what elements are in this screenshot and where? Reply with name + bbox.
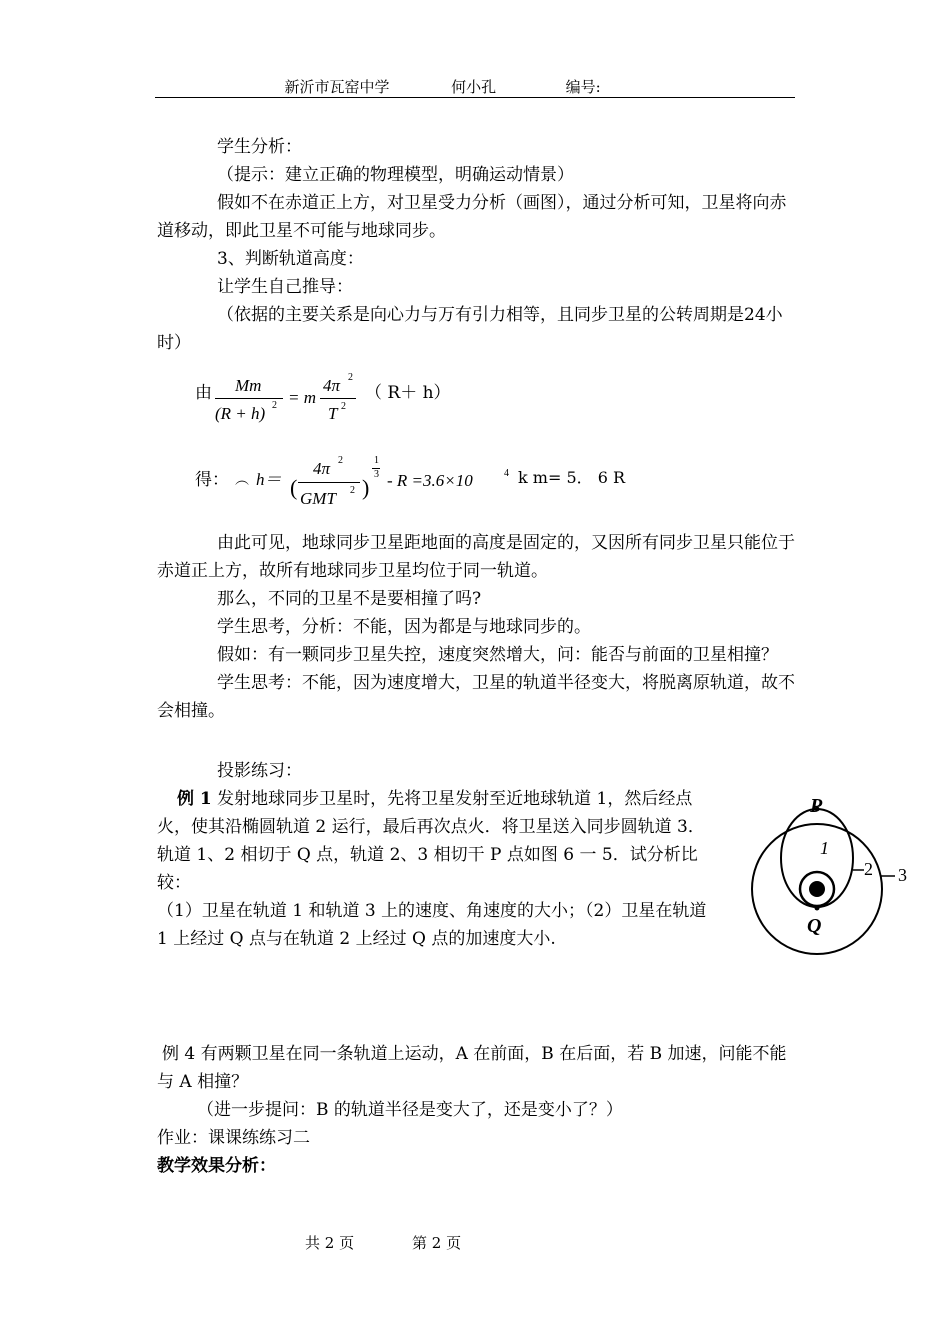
- paragraph: 学生思考，分析：不能，因为都是与地球同步的。: [217, 617, 591, 637]
- paragraph: 由此可见，地球同步卫星距地面的高度是固定的，又因所有同步卫星只能位于赤道正上方，故所有地球同步卫星均位于同一轨道。: [157, 533, 795, 581]
- paragraph: 投影练习：: [217, 761, 302, 781]
- orbit-figure: [740, 790, 920, 960]
- eq1-num-left: Mm: [235, 376, 262, 395]
- equation-2: [190, 455, 650, 520]
- eq1-den-left: (R + h): [215, 404, 266, 423]
- eq1-prefix: 由: [195, 383, 212, 403]
- eq2-exp4: 4: [504, 468, 509, 479]
- fraction-bar: [320, 398, 356, 399]
- paragraph: 那么，不同的卫星不是要相撞了吗?: [217, 589, 482, 609]
- eq2-sq: 2: [350, 485, 355, 496]
- eq1-eq: = m: [288, 388, 316, 407]
- example-1-text: 发射地球同步卫星时，先将卫星发射至近地球轨道 1，然后经点火，使其沿椭圆轨道 2 运行，最后再次点火．将卫星送入同步圆轨道 3．轨道 1、2 相切于 Q 点，轨道 2、3 相切干 P 点如图 6 一 5．试分析比较：: [157, 789, 705, 893]
- eq2-tail: k m= 5． 6 R: [518, 468, 626, 487]
- eq1-sq: 2: [348, 372, 353, 383]
- eq2-sq: 2: [338, 455, 343, 466]
- footer-page: 第 2 页: [412, 1234, 462, 1252]
- example-4: 例 4 有两颗卫星在同一条轨道上运动，A 在前面，B 在后面，若 B 加速，问能不能与 A 相撞？: [157, 1044, 787, 1092]
- fraction-bar: [215, 398, 283, 399]
- example-1-question: （1）卫星在轨道 1 和轨道 3 上的速度、角速度的大小；（2）卫星在轨道 1 上经过 Q 点与在轨道 2 上经过 Q 点的加速度大小.: [157, 901, 707, 949]
- paragraph: 3、判断轨道高度：: [217, 249, 364, 269]
- paren-open: (: [290, 475, 298, 500]
- page-header: [0, 76, 950, 97]
- teaching-effect: 教学效果分析：: [157, 1156, 276, 1176]
- eq1-sq: 2: [341, 401, 346, 412]
- paragraph: 学生分析：: [217, 137, 302, 157]
- paragraph: 学生思考：不能，因为速度增大，卫星的轨道半径变大，将脱离原轨道，故不会相撞。: [157, 673, 795, 721]
- eq2-rest: - R =3.6×10: [387, 471, 473, 490]
- label-p: P: [810, 795, 823, 817]
- eq2-num: 4π: [313, 459, 331, 478]
- paragraph: （提示：建立正确的物理模型，明确运动情景）: [217, 165, 574, 185]
- paragraph: 假如：有一颗同步卫星失控，速度突然增大，问：能否与前面的卫星相撞？: [217, 645, 778, 665]
- fraction-bar: [298, 482, 360, 483]
- bracket-mark: ︵: [235, 472, 249, 488]
- eq1-suffix: （ R＋ h）: [365, 383, 451, 403]
- eq2-exp-den: 3: [374, 469, 379, 480]
- label-q: Q: [807, 915, 822, 937]
- paren-close: ): [362, 475, 370, 500]
- example-4-follow: （进一步提问：B 的轨道半径是变大了，还是变小了？）: [197, 1100, 623, 1120]
- example-1: [157, 785, 712, 897]
- eq1-sq: 2: [272, 400, 277, 411]
- eq2-exp-num: 1: [374, 455, 379, 466]
- eq1-den-right: T: [328, 404, 338, 423]
- point-q: [815, 906, 820, 911]
- header-school: 新沂市瓦窑中学: [284, 78, 390, 96]
- eq2-den: GMT: [300, 489, 336, 508]
- homework: 作业：课课练练习二: [157, 1128, 310, 1148]
- header-author: 何小孔: [451, 78, 497, 96]
- eq2-prefix: 得：: [195, 470, 229, 490]
- eq1-num-right: 4π: [323, 376, 341, 395]
- paragraph: 假如不在赤道正上方，对卫星受力分析（画图），通过分析可知，卫星将向赤道移动，即此卫星不可能与地球同步。: [157, 193, 787, 241]
- label-3: 3: [898, 865, 907, 885]
- example-1-label: 例 1: [177, 789, 212, 809]
- header-number-label: 编号:: [565, 78, 601, 96]
- earth: [809, 881, 825, 897]
- header-rule: [155, 97, 795, 98]
- footer-total: 共 2 页: [305, 1234, 355, 1252]
- equation-1: [190, 370, 490, 430]
- paragraph: （依据的主要关系是向心力与万有引力相等，且同步卫星的公转周期是24小时）: [157, 305, 783, 353]
- label-1: 1: [820, 838, 829, 858]
- eq2-h: h＝: [256, 470, 282, 489]
- label-2: 2: [864, 859, 873, 879]
- paragraph: 让学生自己推导：: [217, 277, 353, 297]
